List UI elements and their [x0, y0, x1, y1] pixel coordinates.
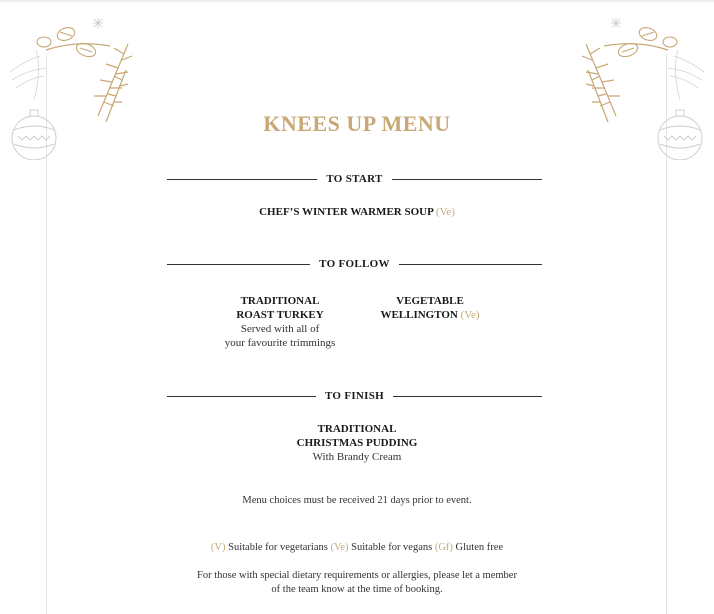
- pine-cone-icon: [37, 25, 97, 59]
- pine-decoration-right: [558, 10, 708, 160]
- pine-cone-icon: [617, 25, 677, 59]
- snowflake-icon: [611, 18, 621, 28]
- pine-decoration-left: [6, 10, 156, 160]
- dietary-note-line: of the team know at the time of booking.: [271, 584, 443, 595]
- diet-tag: (Ve): [435, 206, 455, 218]
- key-text-ve: Suitable for vegans: [351, 542, 433, 553]
- diet-tag: (Ve): [460, 309, 480, 321]
- divider-line: [167, 264, 310, 265]
- dish-name-line: ROAST TURKEY: [236, 309, 324, 321]
- section-label: TO FOLLOW: [319, 258, 390, 270]
- divider-line: [392, 179, 542, 180]
- divider-line: [167, 396, 316, 397]
- dish-roast-turkey: [200, 294, 360, 350]
- deadline-note: Menu choices must be received 21 days prior to event.: [242, 495, 472, 506]
- key-tag-v: (V): [210, 542, 226, 553]
- dish-soup: [0, 205, 714, 219]
- dish-christmas-pudding: [0, 422, 714, 464]
- dish-vegetable-wellington: [350, 294, 510, 322]
- key-tag-ve: (Ve): [330, 542, 349, 553]
- divider-line: [393, 396, 542, 397]
- dish-name-line: TRADITIONAL: [240, 295, 320, 307]
- divider-line: [167, 179, 317, 180]
- sketch-leaves-icon: [668, 50, 704, 100]
- page-top-edge: [0, 0, 714, 2]
- snowflake-icon: [93, 18, 103, 28]
- dish-name-line: CHRISTMAS PUDDING: [296, 437, 418, 449]
- section-label: TO FINISH: [324, 390, 385, 402]
- key-tag-gf: (Gf): [434, 542, 453, 553]
- section-header-follow: [167, 256, 542, 272]
- diet-key: [0, 541, 714, 555]
- dish-name-line: WELLINGTON: [380, 309, 458, 321]
- sketch-leaves-icon: [10, 50, 46, 100]
- dietary-note-line: For those with special dietary requirements or allergies, please let a member: [197, 570, 517, 581]
- dish-name: CHEF’S WINTER WARMER SOUP: [259, 206, 434, 218]
- dish-name-line: TRADITIONAL: [317, 423, 397, 435]
- menu-title: KNEES UP MENU: [263, 111, 451, 136]
- key-text-gf: Gluten free: [455, 542, 504, 553]
- dietary-note: [0, 569, 714, 597]
- key-text-v: Suitable for vegetarians: [228, 542, 328, 553]
- section-label: TO START: [326, 173, 383, 185]
- dish-name-line: VEGETABLE: [396, 295, 464, 307]
- section-header-finish: [167, 388, 542, 404]
- dish-description: With Brandy Cream: [312, 451, 402, 463]
- divider-line: [399, 264, 542, 265]
- section-header-start: [167, 171, 542, 187]
- dish-description: your favourite trimmings: [224, 337, 336, 349]
- dish-description: Served with all of: [240, 323, 320, 335]
